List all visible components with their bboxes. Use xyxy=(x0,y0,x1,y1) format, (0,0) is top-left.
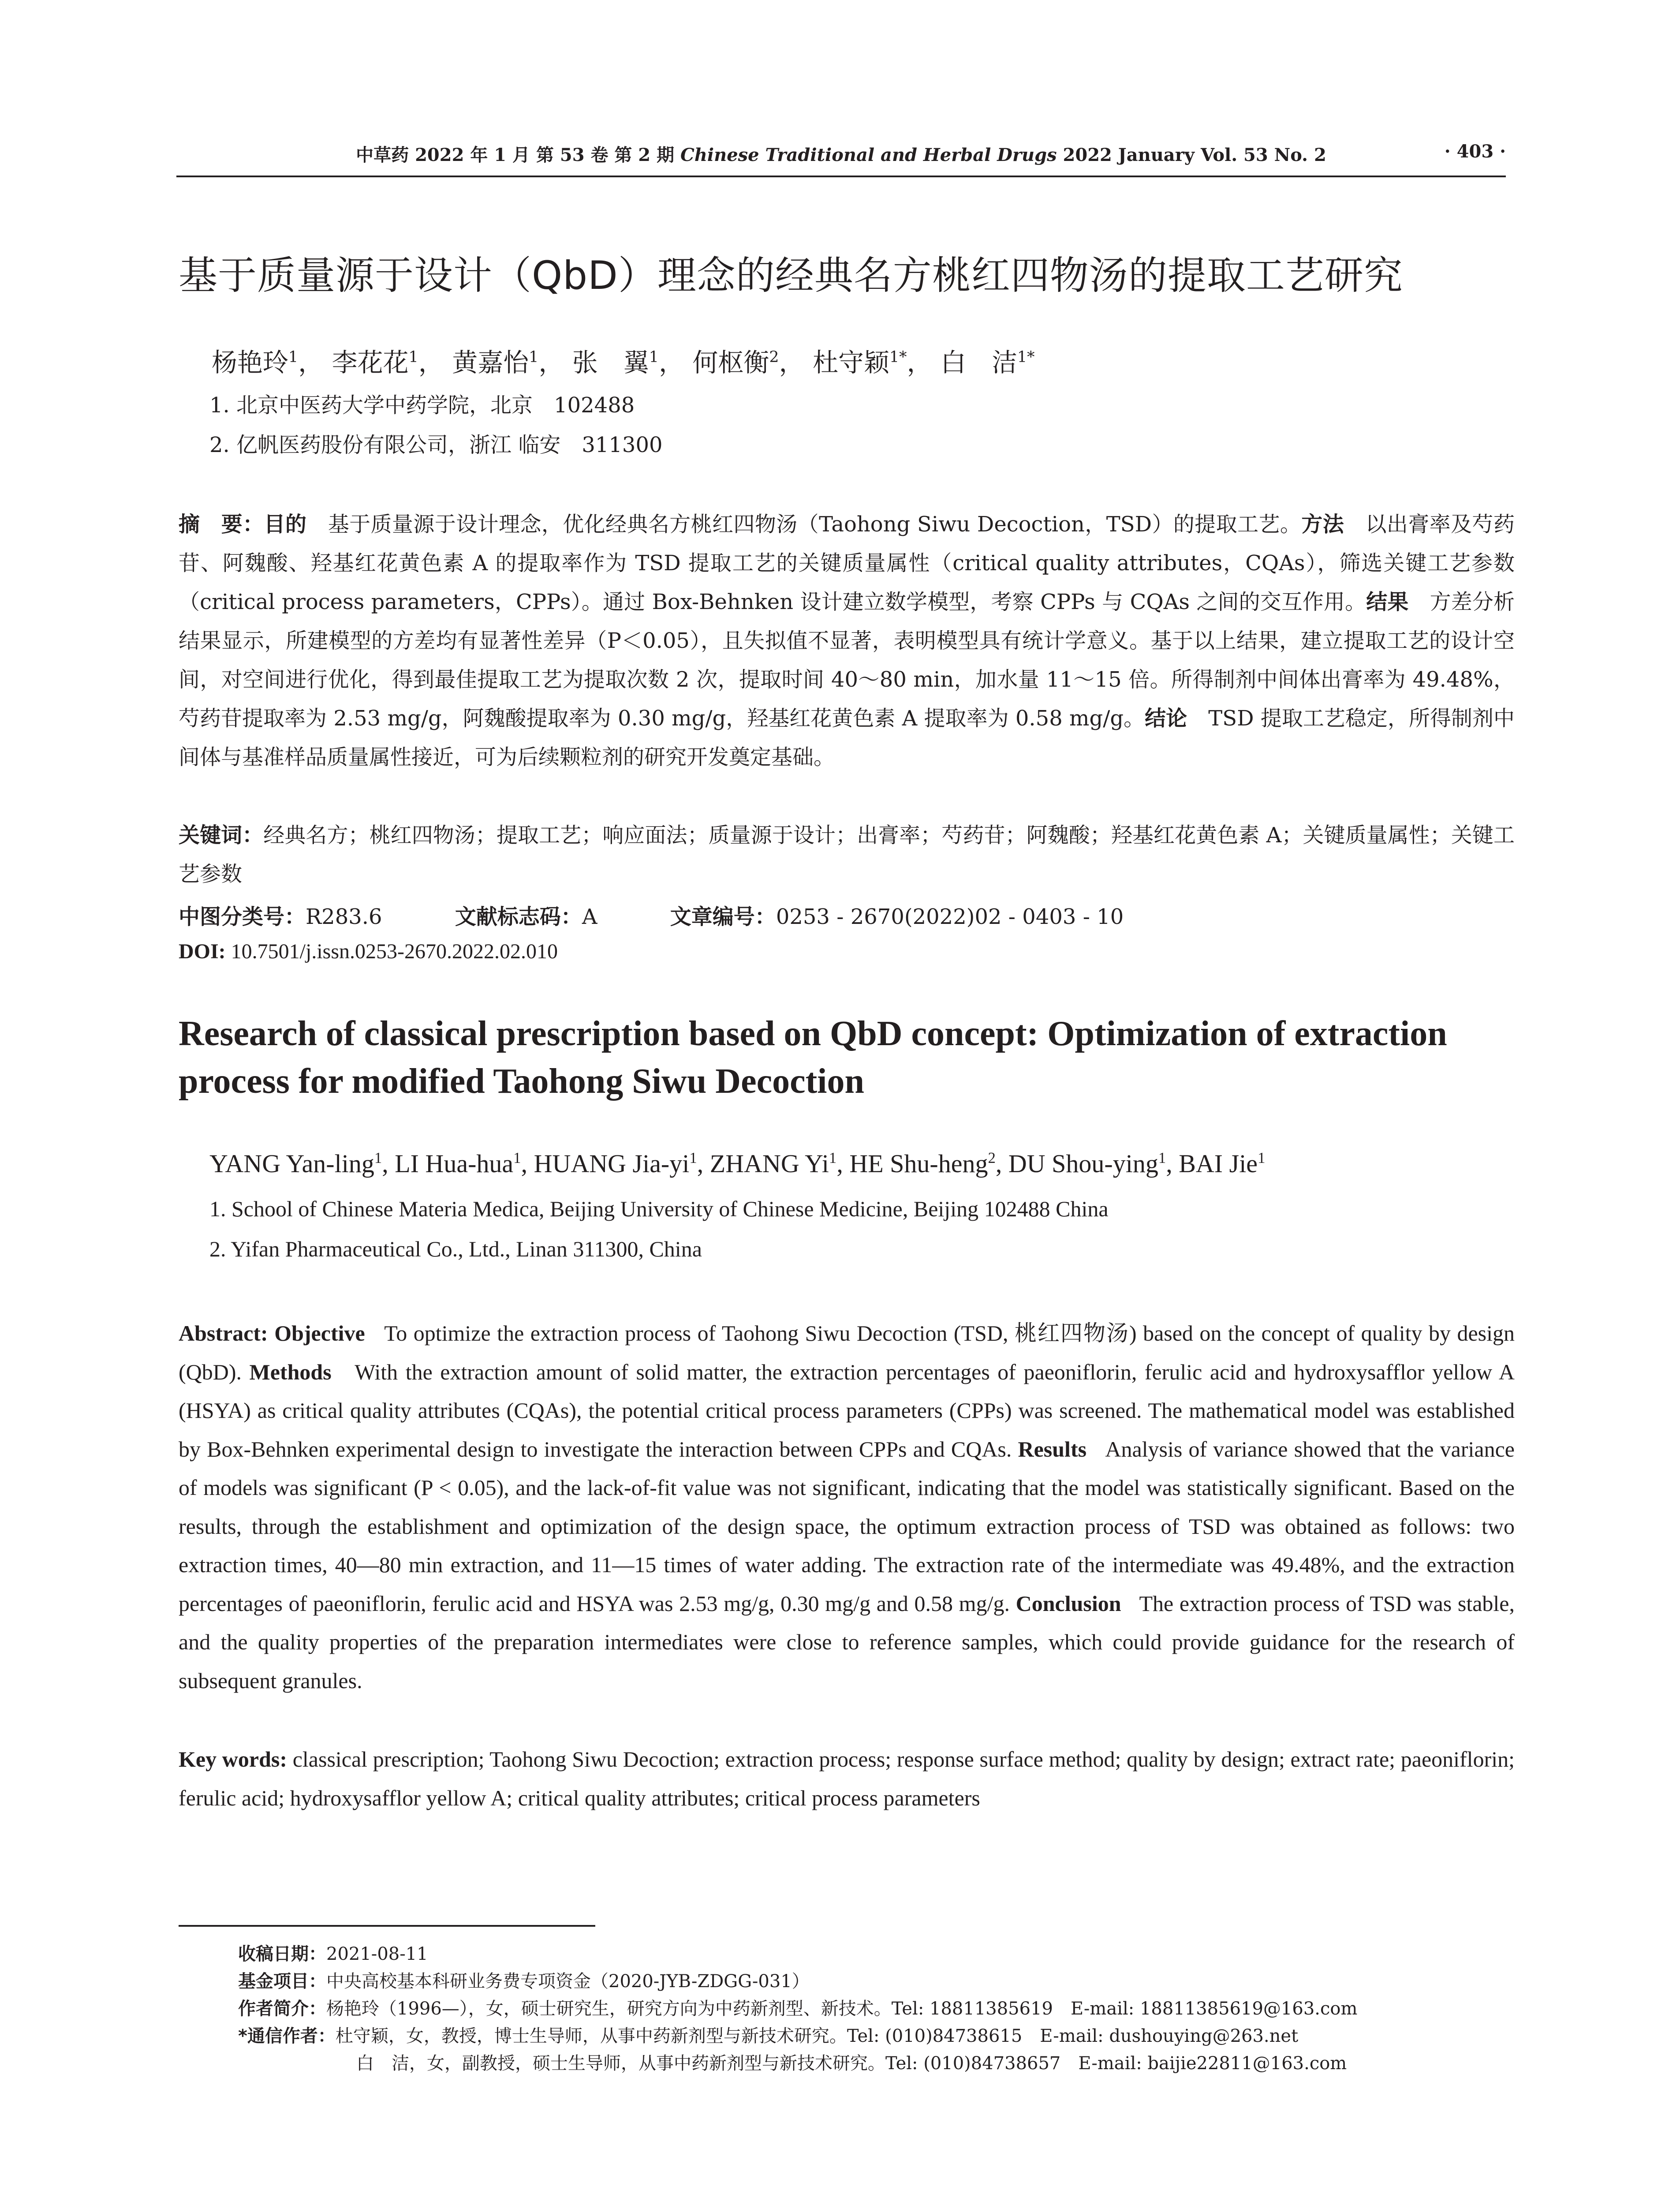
abstract-label-cn: 摘 要： xyxy=(179,512,264,537)
author-cn: 杨艳玲 xyxy=(212,348,289,377)
header-citation xyxy=(176,141,1506,166)
chinese-abstract xyxy=(179,505,1515,777)
objective-label-cn: 目的 xyxy=(264,512,307,537)
author-cn: 李花花 xyxy=(332,348,409,377)
chinese-keywords xyxy=(179,816,1515,893)
footnote-received: 收稿日期：2021-08-11 xyxy=(238,1944,428,1964)
footnote-fund: 基金项目：中央高校基本科研业务费专项资金（2020-JYB-ZDGG-031） xyxy=(238,1971,810,1992)
author-cn: 黄嘉怡 xyxy=(452,348,529,377)
results-label-cn: 结果 xyxy=(1366,590,1409,614)
methods-text-cn: 以出膏率及芍药苷、阿魏酸、羟基红花黄色素 A 的提取率作为 TSD 提取工艺的关键质量属性（critical quality attributes，CQAs），筛选关键工艺参数（critical process parameters，CPPs）。通过 Box-Behnken 设计建立数学模型，考察 CPPs 与 CQAs 之间的交互作用。 xyxy=(179,512,1515,614)
methods-label-cn: 方法 xyxy=(1301,512,1344,537)
doc-code-label: 文献标志码： xyxy=(455,904,582,929)
english-title: Research of classical prescription based on QbD concept: Optimization of extraction process for modified Taohong Siwu Decoction xyxy=(179,1014,1447,1101)
author-en: HUANG Jia-yi xyxy=(534,1149,690,1178)
conclusion-label-en: Conclusion xyxy=(1015,1591,1121,1616)
english-author-list: YANG Yan-ling$^1$, LI Hua-hua$^1$, HUANG Jia-$yi^1$, ZHANG Yi$^1$, HE Shu-heng$^2$, DU Shou-ying$^1$, BAI Jie$^1$ xyxy=(209,1149,1266,1178)
author-cn: 杜守颖 xyxy=(812,348,889,377)
results-label-en: Results xyxy=(1018,1436,1087,1461)
author-cn: 白 洁 xyxy=(940,348,1017,377)
keywords-label-cn: 关键词： xyxy=(179,823,264,848)
page-number: · 403 · xyxy=(1444,141,1506,162)
methods-label-en: Methods xyxy=(249,1359,332,1384)
article-no-label: 文章编号： xyxy=(670,904,776,929)
english-affiliation-1: 1. School of Chinese Materia Medica, Beijing University of Chinese Medicine, Beijing 102488 China xyxy=(209,1196,1109,1221)
footnotes xyxy=(238,1940,1517,2077)
conclusion-text-en: The extraction process of TSD was stable, and the quality properties of the preparation intermediates were close to reference samples, which could provide guidance for the research of subsequent granules. xyxy=(179,1591,1515,1693)
doi-label: DOI: xyxy=(179,940,226,963)
journal-name-en: Chinese Traditional and Herbal Drugs xyxy=(680,145,1057,165)
conclusion-text-cn: TSD 提取工艺稳定，所得制剂中间体与基准样品质量属性接近，可为后续颗粒剂的研究开发奠定基础。 xyxy=(179,706,1515,770)
keywords-label-en: Key words: xyxy=(179,1747,287,1771)
author-en: BAI Jie xyxy=(1179,1149,1258,1178)
author-en: ZHANG Yi xyxy=(709,1149,829,1178)
doc-code-value: A xyxy=(582,904,597,929)
classification-line xyxy=(179,900,1190,930)
conclusion-label-cn: 结论 xyxy=(1145,706,1187,731)
article-no-value: 0253 - 2670(2022)02 - 0403 - 10 xyxy=(776,904,1124,929)
clc-label: 中图分类号： xyxy=(179,904,306,929)
issue-cn: 2022 年 1 月 第 53 卷 第 2 期 xyxy=(415,145,675,165)
footnote-rule xyxy=(179,1925,595,1927)
chinese-affiliation-1: 1. 北京中医药大学中药学院，北京 102488 xyxy=(209,393,635,418)
chinese-author-list: 杨艳玲$^1$， 李花花$^1$， 黄嘉怡$^1$， 张 翼$^1$， 何枢衡$^2$， 杜守颖$^{1*}$， 白 洁$^{1*}$ xyxy=(212,348,1035,377)
clc-value: R283.6 xyxy=(306,904,382,929)
author-en: LI Hua-hua xyxy=(395,1149,514,1178)
english-abstract xyxy=(179,1314,1515,1700)
author-cn: 张 翼 xyxy=(572,348,649,377)
footnote-corresponding-1: *通信作者：杜守颖，女，教授，博士生导师，从事中药新剂型与新技术研究。Tel: (010)84738615 E-mail: dushouying@263.net xyxy=(238,2026,1299,2046)
footnote-author-bio: 作者简介：杨艳玲（1996—），女，硕士研究生，研究方向为中药新剂型、新技术。Tel: 18811385619 E-mail: 18811385619@163.com xyxy=(238,1999,1358,2019)
methods-text-en: With the extraction amount of solid matter, the extraction percentages of paeoniflorin, ferulic acid and hydroxysafflor yellow A (HSYA) as critical quality attributes (CQAs), the potential critical process parameters (CPPs) was screened. The mathematical model was established by Box-Behnken experimental design to investigate the interaction between CPPs and CQAs. xyxy=(179,1359,1515,1461)
doi-value: 10.7501/j.issn.0253-2670.2022.02.010 xyxy=(231,940,558,963)
header-rule xyxy=(176,176,1506,177)
author-en: HE Shu-heng xyxy=(849,1149,988,1178)
author-cn: 何枢衡 xyxy=(692,348,769,377)
keywords-text-en: classical prescription; Taohong Siwu Decoction; extraction process; response surface method; quality by design; extract rate; paeoniflorin; ferulic acid; hydroxysafflor yellow A; critical quality attributes; critical process parameters xyxy=(179,1747,1515,1810)
results-text-cn: 方差分析结果显示，所建模型的方差均有显著性差异（P＜0.05），且失拟值不显著，表明模型具有统计学意义。基于以上结果，建立提取工艺的设计空间，对空间进行优化，得到最佳提取工艺为提取次数 2 次，提取时间 40～80 min，加水量 11～15 倍。所得制剂中间体出膏率为 49.48%，芍药苷提取率为 2.53 mg/g，阿魏酸提取率为 0.30 mg/g，羟基红花黄色素 A 提取率为 0.58 mg/g。 xyxy=(179,590,1515,731)
doi-line xyxy=(179,939,558,964)
chinese-title: 基于质量源于设计（QbD）理念的经典名方桃红四物汤的提取工艺研究 xyxy=(179,253,1403,298)
results-text-en: Analysis of variance showed that the variance of models was significant (P < 0.05), and the lack-of-fit value was not significant, indicating that the model was statistically significant. Based on the results, through the establishment and optimization of the design space, the optimum extraction process of TSD was obtained as follows: two extraction times, 40—80 min extraction, and 11—15 times of water adding. The extraction rate of the intermediate was 49.48%, and the extraction percentages of paeoniflorin, ferulic acid and HSYA was 2.53 mg/g, 0.30 mg/g and 0.58 mg/g. xyxy=(179,1436,1515,1616)
objective-text-cn: 基于质量源于设计理念，优化经典名方桃红四物汤（Taohong Siwu Decoction，TSD）的提取工艺。 xyxy=(328,512,1302,537)
journal-name-cn: 中草药 xyxy=(356,145,409,165)
english-keywords xyxy=(179,1740,1515,1817)
author-en: YANG Yan-ling xyxy=(209,1149,374,1178)
author-en: DU Shou-ying xyxy=(1008,1149,1158,1178)
abstract-label-en: Abstract: Objective xyxy=(179,1321,365,1345)
issue-en: 2022 January Vol. 53 No. 2 xyxy=(1063,145,1326,165)
objective-text-en: To optimize the extraction process of Taohong Siwu Decoction (TSD, 桃红四物汤) based on the concept of quality by design (QbD). xyxy=(179,1321,1515,1384)
keywords-text-cn: 经典名方；桃红四物汤；提取工艺；响应面法；质量源于设计；出膏率；芍药苷；阿魏酸；羟基红花黄色素 A；关键质量属性；关键工艺参数 xyxy=(179,823,1515,886)
running-header xyxy=(176,141,1506,172)
english-affiliation-2: 2. Yifan Pharmaceutical Co., Ltd., Linan 311300, China xyxy=(209,1237,702,1261)
footnote-corresponding-2: 白 洁，女，副教授，硕士生导师，从事中药新剂型与新技术研究。Tel: (010)84738657 E-mail: baijie22811@163.com xyxy=(356,2053,1347,2074)
chinese-affiliation-2: 2. 亿帆医药股份有限公司，浙江 临安 311300 xyxy=(209,433,663,457)
